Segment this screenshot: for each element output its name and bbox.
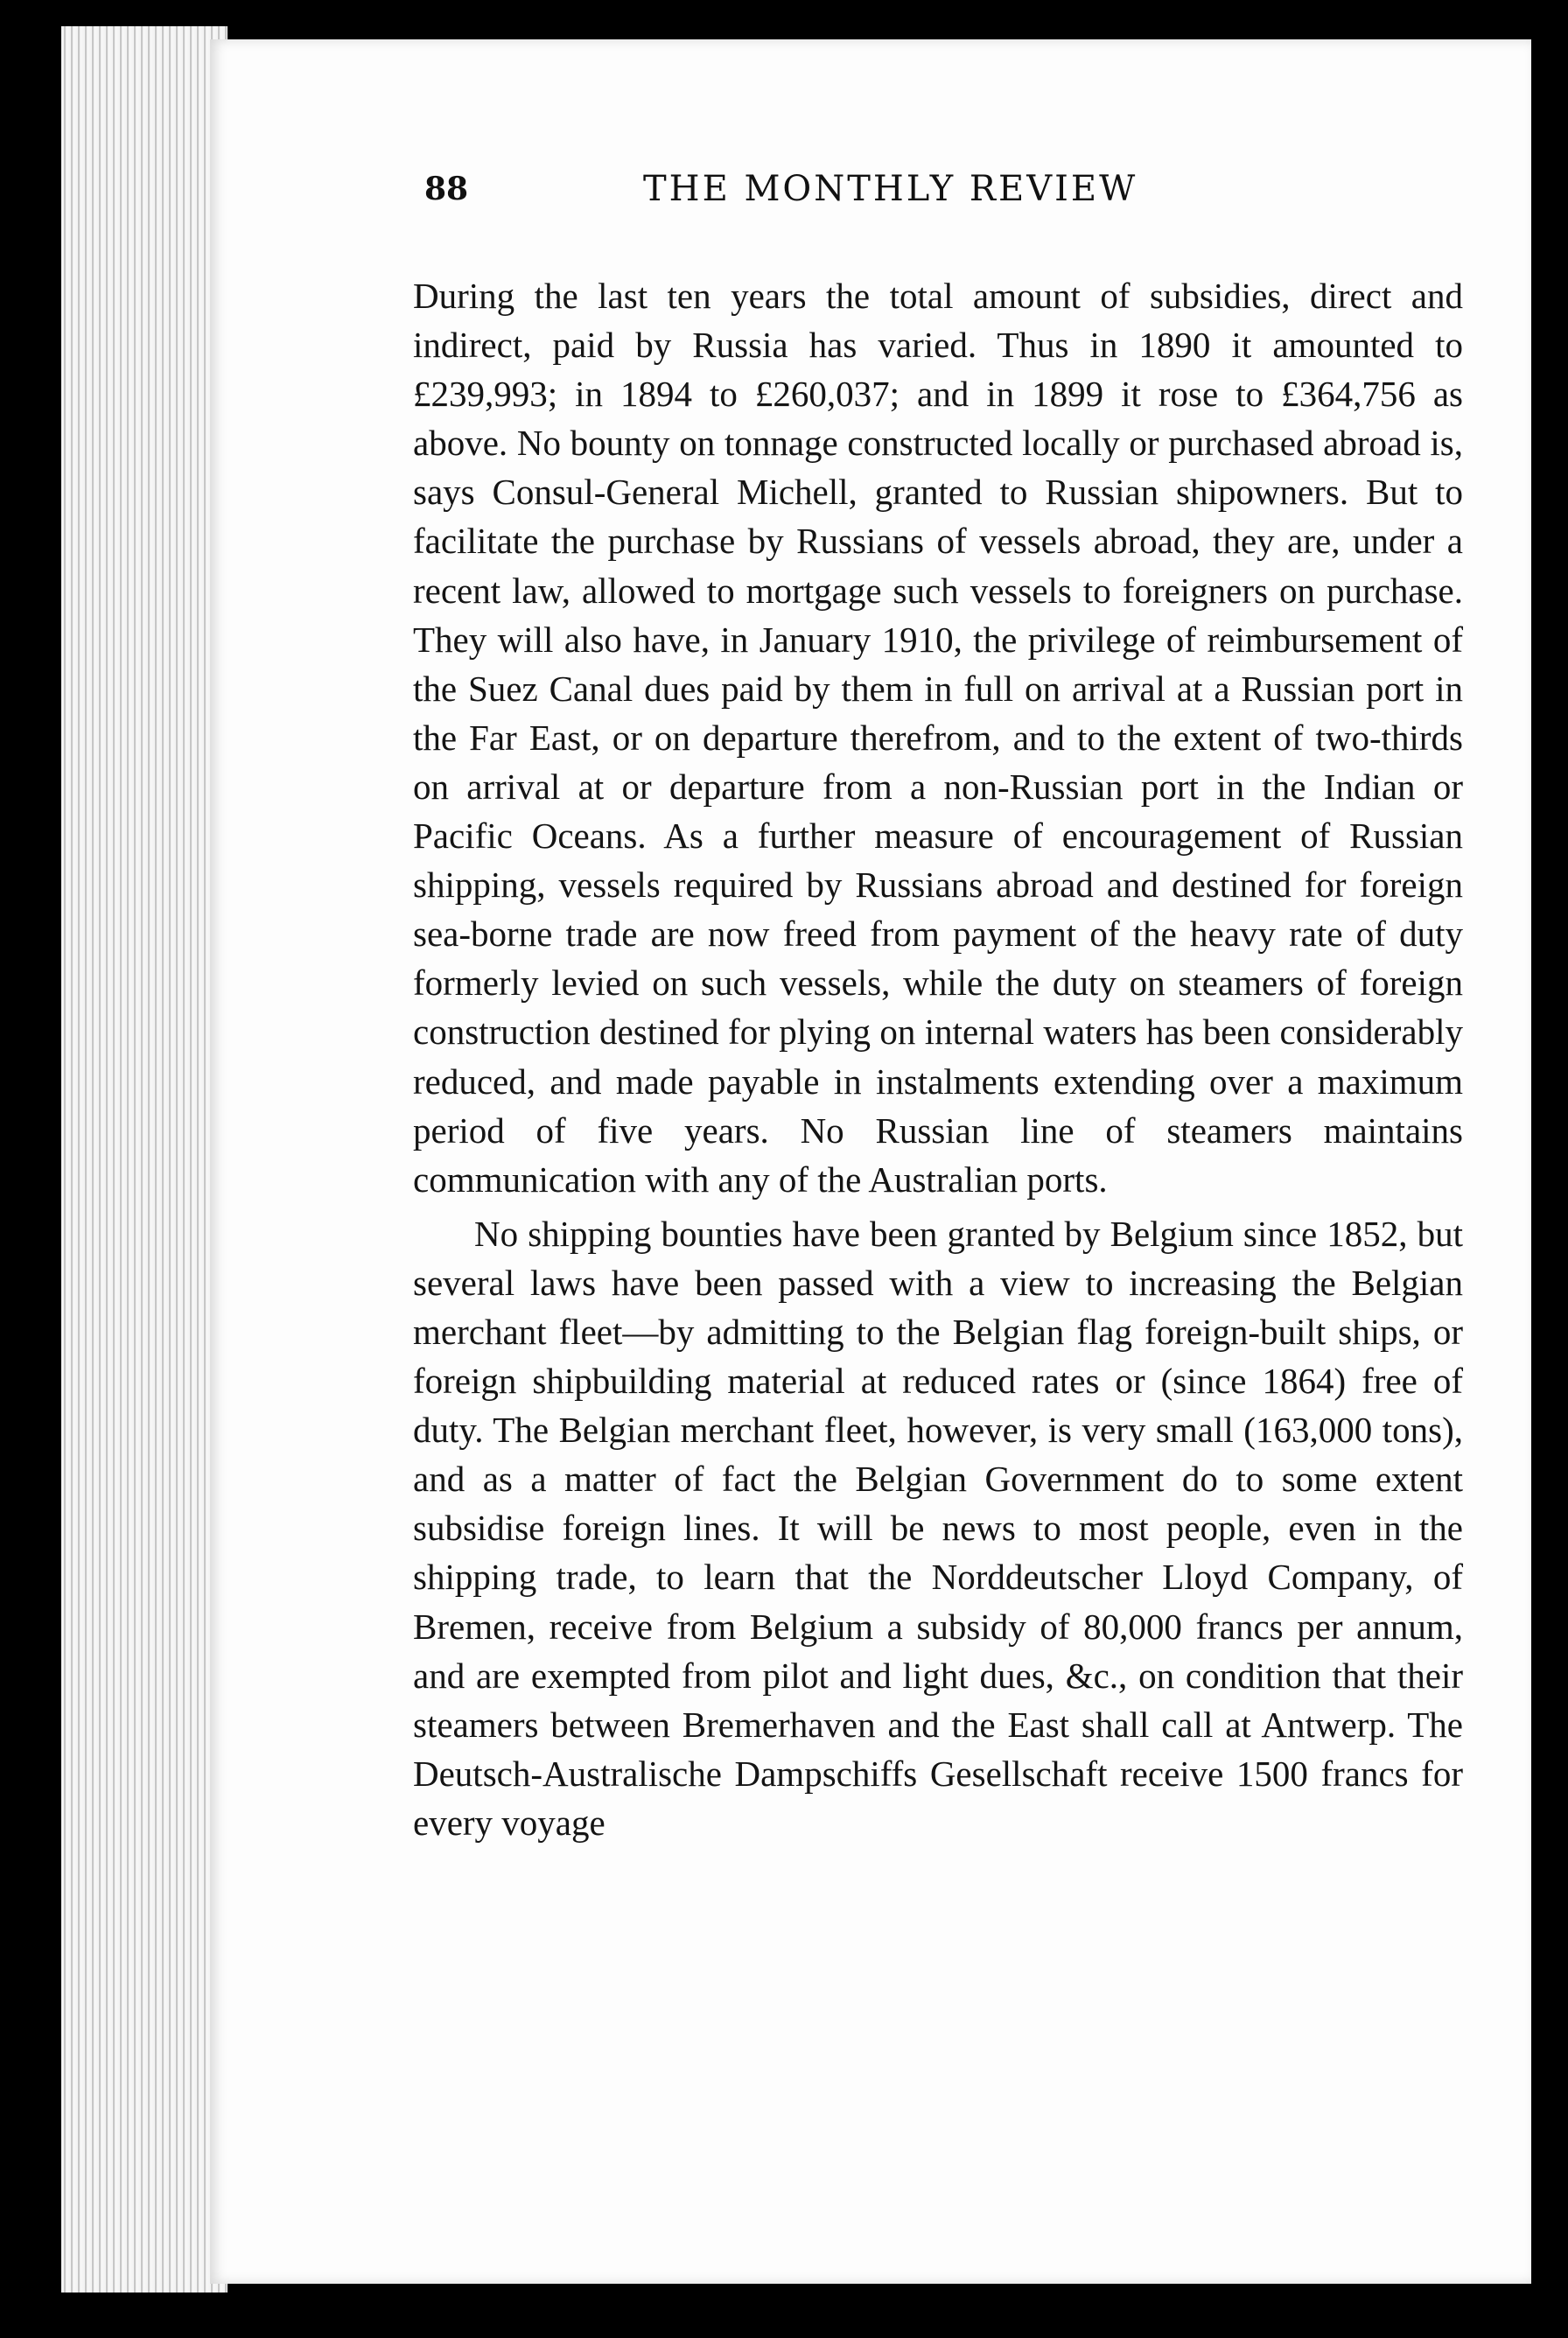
page-number: 88 bbox=[424, 171, 469, 207]
book-page-edges bbox=[61, 26, 228, 2292]
paragraph-russia-subsidies: During the last ten years the total amount of subsidies, direct and indirect, paid by Russia has varied. Thus in 1890 it amounted to £239,993; in 1894 to £260,037; and in 1899 it rose to £364,756 as above. No bounty on tonnage constructed locally or purchased abroad is, says Consul-General Michell, granted to Russian shipowners. But to facilitate the purchase by Russians of vessels abroad, they are, under a recent law, allowed to mortgage such vessels to foreigners on purchase. They will also have, in January 1910, the privilege of reimbursement of the Suez Canal dues paid by them in full on arrival at a Russian port in the Far East, or on departure therefrom, and to the extent of two-thirds on arrival at or departure from a non-Russian port in the Indian or Pacific Oceans. As a further measure of encouragement of Russian shipping, vessels required by Russians abroad and destined for foreign sea-borne trade are now freed from payment of the heavy rate of duty formerly levied on such vessels, while the duty on steamers of foreign construction destined for plying on internal waters has been considerably reduced, and made payable in instalments extending over a maximum period of five years. No Russian line of steamers maintains communication with any of the Australian ports. bbox=[413, 276, 1463, 1200]
book-page bbox=[210, 39, 1531, 2284]
page-header bbox=[424, 171, 1457, 223]
running-title: THE MONTHLY REVIEW bbox=[643, 169, 1138, 209]
body-text bbox=[413, 271, 1463, 1847]
paragraph-belgium-bounties: No shipping bounties have been granted by Belgium since 1852, but several laws have been passed with a view to increasing the Belgian merchant fleet—by admitting to the Belgian flag foreign-built ships, or foreign shipbuilding material at reduced rates or (since 1864) free of duty. The Belgian merchant fleet, however, is very small (163,000 tons), and as a matter of fact the Belgian Government do to some extent subsidise foreign lines. It will be news to most people, even in the shipping trade, to learn that the Norddeutscher Lloyd Company, of Bremen, receive from Belgium a subsidy of 80,000 francs per annum, and are exempted from pilot and light dues, &c., on condition that their steamers between Bremerhaven and the East shall call at Antwerp. The Deutsch-Australische Dampschiffs Gesellschaft receive 1500 francs for every voyage bbox=[413, 1213, 1463, 1843]
